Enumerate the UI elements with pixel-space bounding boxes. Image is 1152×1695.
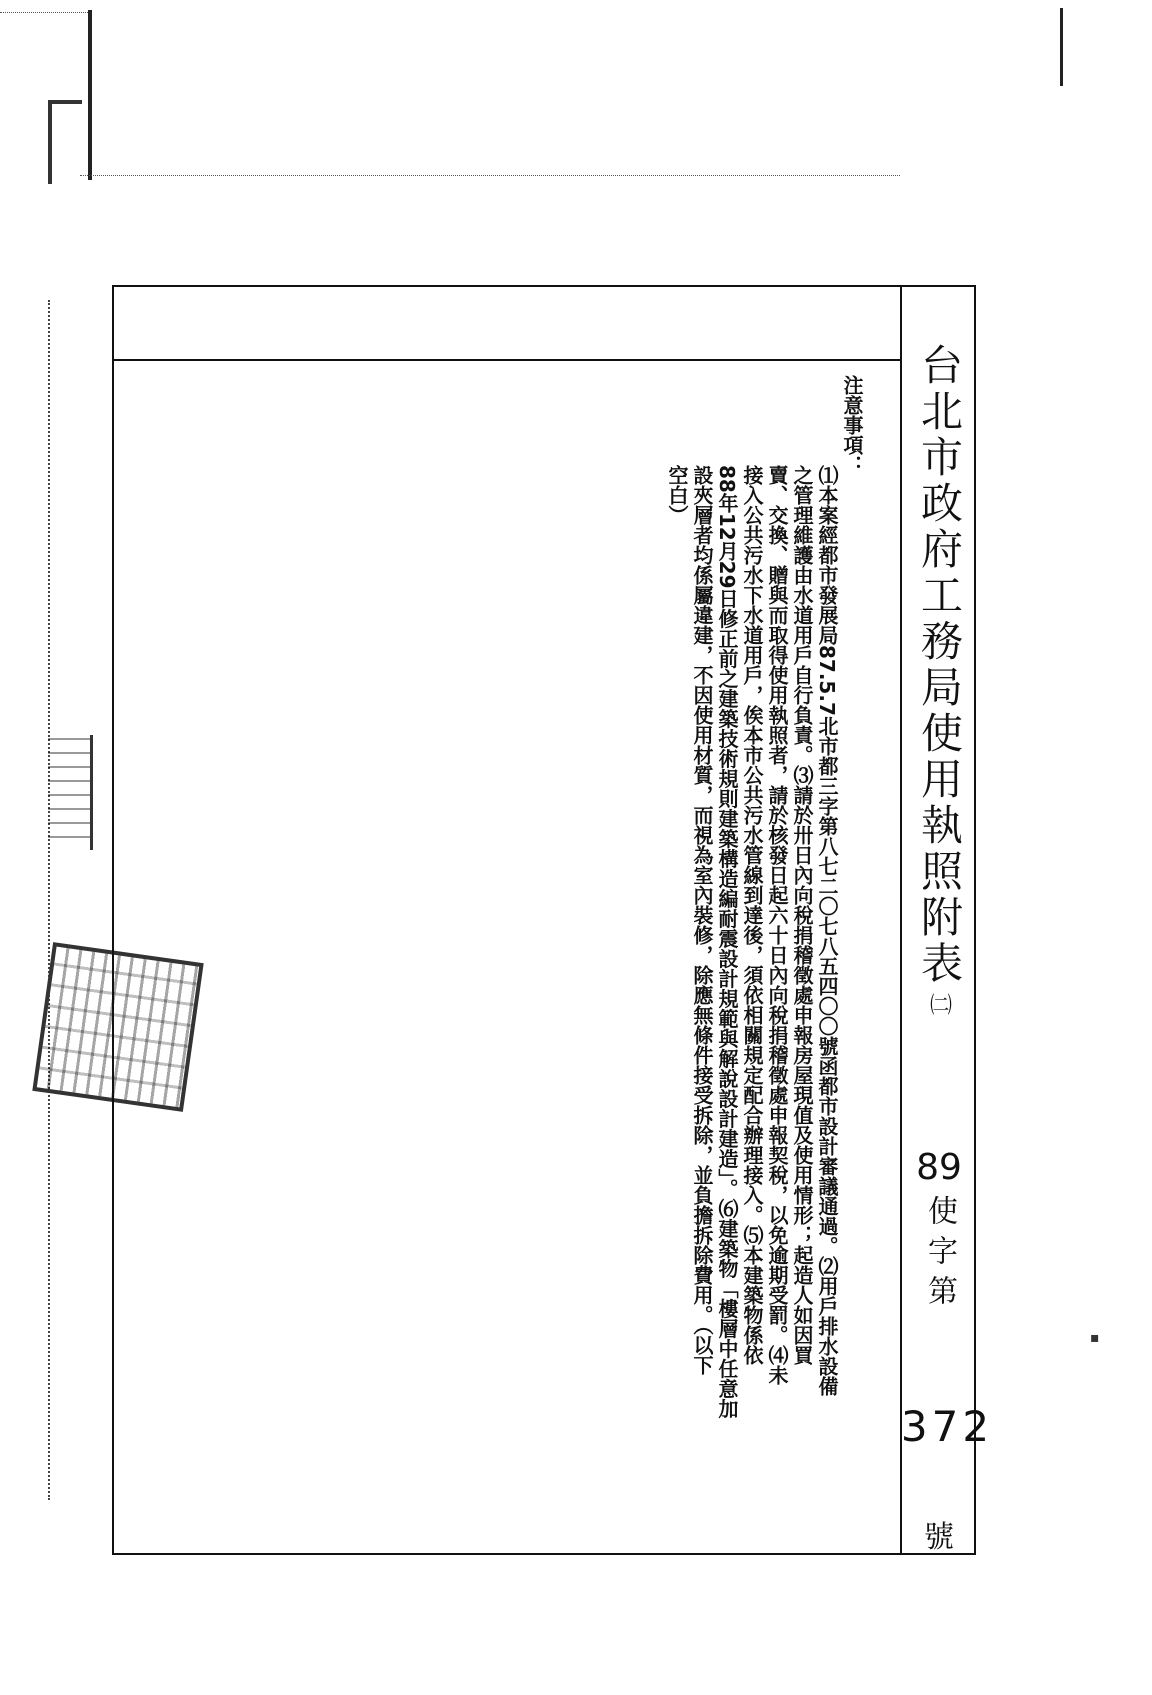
form-title-suffix: ㈡	[926, 993, 952, 1015]
notes-line: 88年12月29日修正前之建築技術規則建築構造編耐震設計規範與解說設計建造」。⑹建築物「樓層中任意加	[715, 465, 739, 1419]
scan-edge-top-left	[88, 10, 92, 180]
form-title: 台北市政府工務局使用執照附表	[915, 343, 964, 987]
permit-word: 使字第	[922, 1195, 957, 1315]
form-title-divider	[900, 287, 902, 1553]
notes-heading: 注意事項：	[840, 375, 864, 475]
scan-left-streak	[48, 300, 50, 1500]
notes-line: 賣、交換、贈與而取得使用執照者，請於核發日起六十日內向稅捐稽徵處申報契稅，以免逾期受罰。⑷未	[765, 465, 789, 1385]
notes-line: ⑴本案經都市發展局87.5.7北市都三字第八七二〇七八五四〇〇號函都市設計審議通過。⑵用戶排水設備	[815, 465, 839, 1396]
scan-top-rule	[80, 175, 900, 176]
permit-hao: 號	[924, 1520, 954, 1555]
scan-top-dotted-line	[0, 12, 88, 13]
form-header-line	[114, 359, 900, 361]
scan-edge-top-right	[1060, 8, 1063, 86]
form-title-column	[904, 343, 974, 1543]
notes-line: 空白）	[665, 465, 689, 525]
notes-line: 之管理維護由水道用戶自行負責。⑶請於卅日內向稅捐稽徵處申報房屋現值及使用情形；起造人如因買	[790, 465, 814, 1365]
notes-line: 接入公共污水下水道用戶，俟本市公共污水管線到達後，須依相關規定配合辦理接入。⑸本建築物係依	[740, 465, 764, 1365]
scan-mark-right: ▪	[1090, 1330, 1100, 1346]
permit-number: 372	[900, 1402, 994, 1451]
permit-form-frame	[112, 285, 994, 1555]
permit-year: 89	[916, 1147, 962, 1188]
scan-corner-tab	[48, 100, 82, 184]
notes-line: 設夾層者均係屬違建，不因使用材質，而視為室內裝修，除應無條件接受拆除，並負擔拆除費用。（以下	[690, 465, 714, 1375]
left-stamp-fragment	[48, 735, 93, 850]
notes-block	[664, 375, 864, 1525]
